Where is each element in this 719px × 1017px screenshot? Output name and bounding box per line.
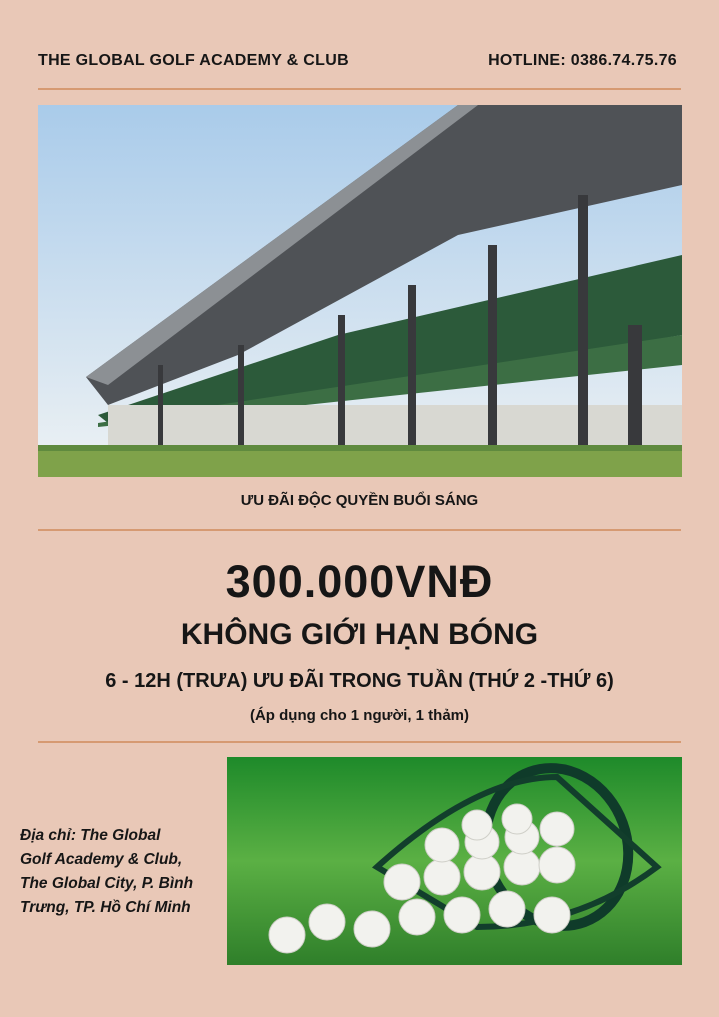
price: 300.000VNĐ bbox=[225, 556, 494, 607]
address-line: The Global City, P. Bình bbox=[20, 875, 194, 892]
address bbox=[20, 824, 220, 920]
brand-name: THE GLOBAL GOLF ACADEMY & CLUB bbox=[38, 52, 349, 69]
divider bbox=[38, 741, 681, 743]
header bbox=[38, 52, 677, 70]
divider bbox=[38, 88, 681, 90]
golf-balls-photo bbox=[227, 757, 682, 965]
divider bbox=[38, 529, 681, 531]
offer-time: 6 - 12H (TRƯA) ƯU ĐÃI TRONG TUẦN (THỨ 2 -THỨ 6) bbox=[105, 670, 614, 692]
address-line: Địa chỉ: The Global bbox=[20, 827, 161, 844]
offer-note: (Áp dụng cho 1 người, 1 thảm) bbox=[249, 707, 470, 724]
hotline: HOTLINE: 0386.74.75.76 bbox=[488, 52, 677, 69]
address-line: Trưng, TP. Hồ Chí Minh bbox=[20, 899, 191, 916]
driving-range-photo bbox=[38, 105, 682, 477]
address-line: Golf Academy & Club, bbox=[20, 851, 183, 868]
offer-headline: KHÔNG GIỚI HẠN BÓNG bbox=[180, 618, 539, 651]
offer-subtitle: ƯU ĐÃI ĐỘC QUYỀN BUỔI SÁNG bbox=[240, 492, 479, 509]
